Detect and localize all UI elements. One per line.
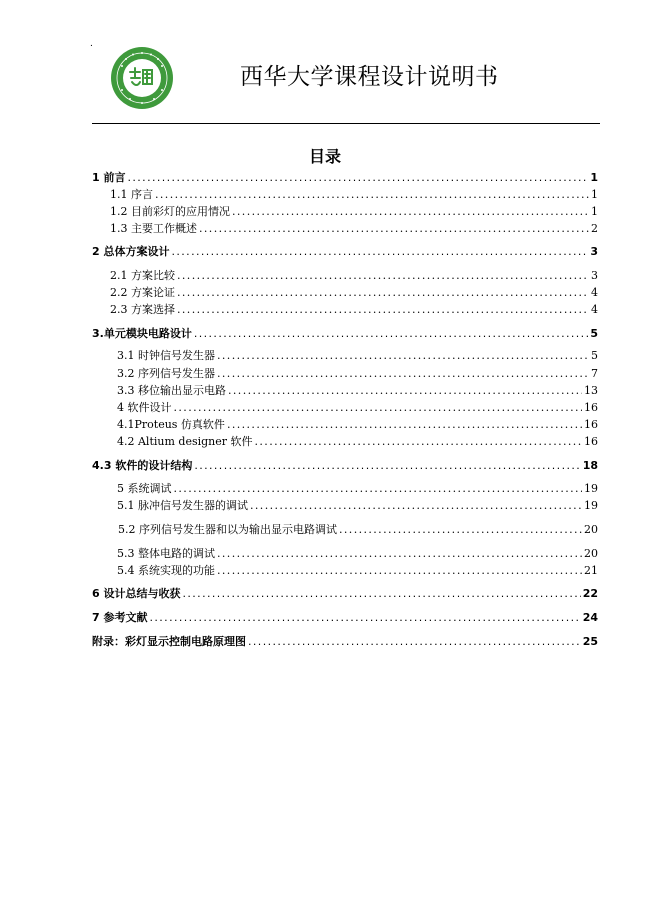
toc-entry[interactable] [110,204,598,219]
toc-page-number: 16 [584,401,598,414]
toc-dot-leader [217,546,582,561]
toc-page-number: 19 [584,499,598,512]
toc-entry[interactable] [117,498,598,513]
toc-dot-leader [217,348,589,363]
toc-page-number: 7 [591,367,598,380]
toc-dot-leader [199,221,589,236]
toc-dot-leader [339,522,582,537]
toc-entry[interactable] [110,268,598,283]
toc-page-number: 22 [582,587,598,600]
toc-entry-title: 2.2 方案论证 [110,286,175,299]
toc-entry-title: 1.3 主要工作概述 [110,222,197,235]
toc-page-number: 3 [590,245,598,258]
toc-page-number: 5 [590,327,598,340]
toc-entry[interactable] [110,187,598,202]
toc-entry-title: 3.3 移位输出显示电路 [117,384,226,397]
toc-dot-leader [177,268,589,283]
toc-entry[interactable] [117,563,598,578]
toc-page-number: 20 [584,523,598,536]
toc-dot-leader [127,170,588,185]
toc-entry-title: 3.2 序列信号发生器 [117,367,215,380]
toc-entry[interactable] [92,458,598,473]
toc-entry[interactable] [110,221,598,236]
document-title: 西华大学课程设计说明书 [240,64,499,90]
toc-entry-title: 5.3 整体电路的调试 [117,547,215,560]
toc-entry[interactable] [117,434,598,449]
toc-dot-leader [248,634,581,649]
toc-entry-title: 2.3 方案选择 [110,303,175,316]
toc-dot-leader [155,187,589,202]
toc-entry[interactable] [92,634,598,649]
toc-heading: 目录 [308,147,341,166]
toc-entry[interactable] [92,610,598,625]
toc-entry[interactable] [117,366,598,381]
toc-entry-title: 1.1 序言 [110,188,153,201]
toc-page-number: 24 [582,611,598,624]
toc-dot-leader [217,366,589,381]
toc-dot-leader [194,458,580,473]
toc-page-number: 1 [590,171,598,184]
toc-entry-title: 7 参考文献 [92,611,148,624]
toc-page-number: 13 [584,384,598,397]
toc-entry-title: 6 设计总结与收获 [92,587,181,600]
toc-dot-leader [255,434,582,449]
page-mark: . [90,39,93,49]
toc-page-number: 16 [584,418,598,431]
toc-entry[interactable] [117,546,598,561]
toc-entry-title: 4.2 Altium designer 软件 [117,435,253,448]
toc-page-number: 5 [591,349,598,362]
toc-entry[interactable] [117,481,598,496]
toc-entry-title: 5 系统调试 [117,482,172,495]
toc-entry[interactable] [118,522,598,537]
toc-dot-leader [182,586,580,601]
university-logo [110,46,174,110]
toc-dot-leader [174,481,583,496]
toc-dot-leader [217,563,582,578]
toc-page-number: 4 [591,303,598,316]
toc-dot-leader [174,400,583,415]
toc-entry[interactable] [110,302,598,317]
toc-entry-title: 3.单元模块电路设计 [92,327,192,340]
toc-page-number: 2 [591,222,598,235]
toc-entry[interactable] [117,348,598,363]
toc-page-number: 1 [591,205,598,218]
toc-page-number: 19 [584,482,598,495]
toc-entry-title: 5.2 序列信号发生器和以为输出显示电路调试 [118,523,337,536]
toc-page-number: 20 [584,547,598,560]
toc-entry-title: 2.1 方案比较 [110,269,175,282]
toc-entry[interactable] [92,244,598,259]
toc-dot-leader [177,285,589,300]
toc-page-number: 16 [584,435,598,448]
header-divider [92,123,600,124]
toc-entry[interactable] [117,417,598,432]
toc-entry-title: 4 软件设计 [117,401,172,414]
toc-entry-title: 1.2 目前彩灯的应用情况 [110,205,230,218]
toc-dot-leader [149,610,580,625]
toc-page-number: 21 [584,564,598,577]
toc-dot-leader [227,417,582,432]
toc-entry[interactable] [92,170,598,185]
toc-entry-title: 5.4 系统实现的功能 [117,564,215,577]
toc-entry-title: 2 总体方案设计 [92,245,170,258]
toc-entry-title: 4.3 软件的设计结构 [92,459,193,472]
toc-entry[interactable] [117,400,598,415]
toc-entry-title: 1 前言 [92,171,126,184]
toc-page-number: 1 [591,188,598,201]
toc-dot-leader [232,204,589,219]
toc-dot-leader [177,302,589,317]
toc-dot-leader [250,498,582,513]
toc-dot-leader [228,383,582,398]
toc-entry-title: 3.1 时钟信号发生器 [117,349,215,362]
toc-entry-title: 附录：彩灯显示控制电路原理图 [92,635,246,648]
toc-entry-title: 4.1Proteus 仿真软件 [117,418,225,431]
toc-entry-title: 5.1 脉冲信号发生器的调试 [117,499,248,512]
toc-page-number: 4 [591,286,598,299]
toc-dot-leader [194,326,589,341]
toc-page-number: 18 [582,459,598,472]
toc-entry[interactable] [92,586,598,601]
toc-page-number: 25 [582,635,598,648]
toc-page-number: 3 [591,269,598,282]
toc-entry[interactable] [110,285,598,300]
toc-dot-leader [171,244,588,259]
toc-entry[interactable] [117,383,598,398]
toc-entry[interactable] [92,326,598,341]
